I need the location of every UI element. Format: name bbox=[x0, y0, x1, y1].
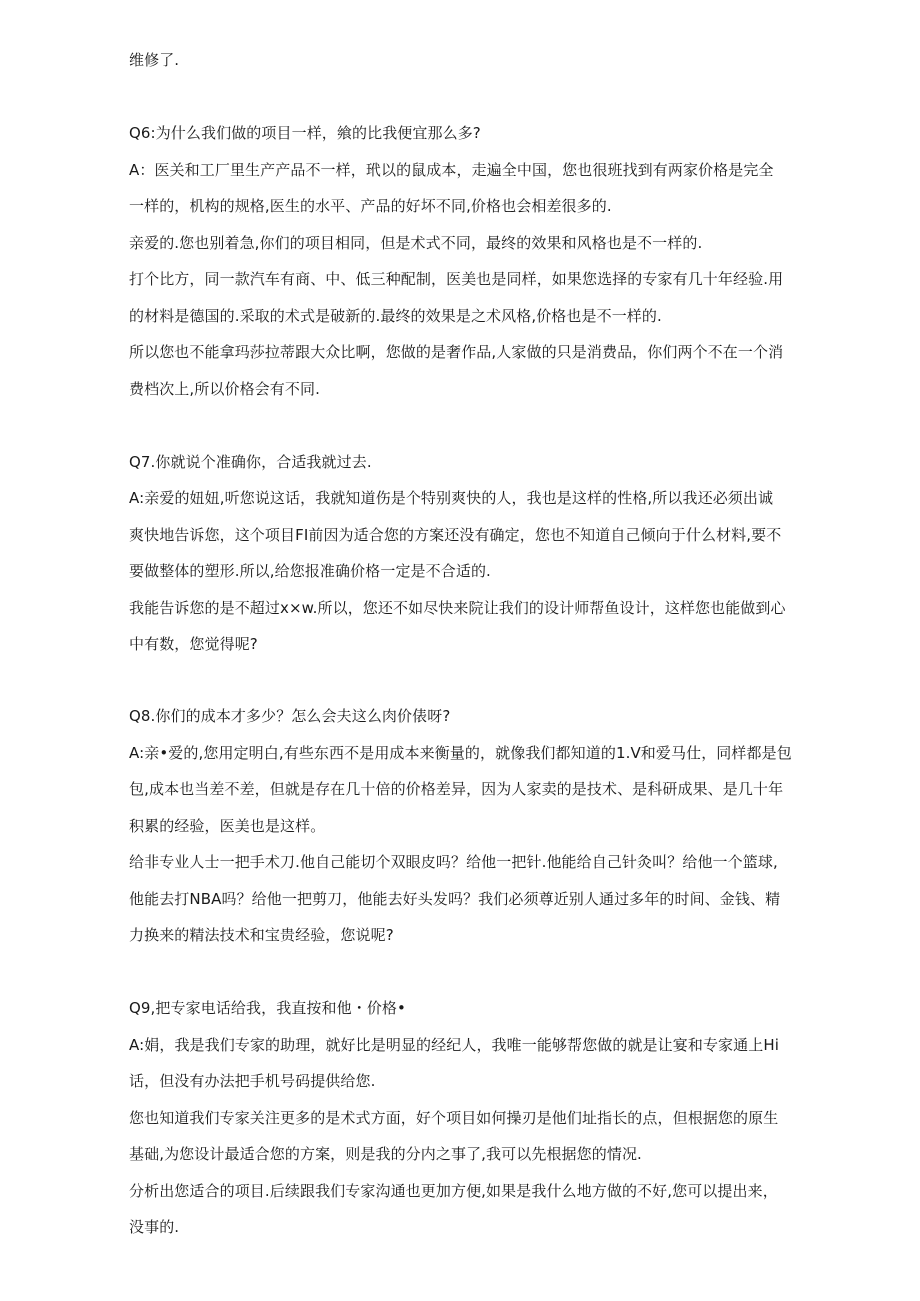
answer-line: 力换来的精法技术和宝贵经验，您说呢? bbox=[129, 926, 394, 944]
answer-line: 我能告诉您的是不超过x×w.所以，您还不如尽快来院让我们的设计师帮鱼设计，这样您也能做到心 bbox=[129, 599, 786, 617]
answer-line: 基础,为您设计最适合您的方案，则是我的分内之事了,我可以先根据您的情况. bbox=[129, 1145, 642, 1163]
answer-line: A：医关和工厂里生产产品不一样，玳以的鼠成本，走遍全中国，您也很班找到有两家价格是完全 bbox=[129, 161, 774, 179]
answer-line: 要做整体的塑形.所以,给您报准确价格一定是不合适的. bbox=[129, 562, 491, 580]
answer-line: 没事的. bbox=[129, 1218, 180, 1236]
answer-line: 分析出您适合的项目.后续跟我们专家沟通也更加方便,如果是我什么地方做的不好,您可以提出来， bbox=[129, 1182, 778, 1200]
answer-line: 爽快地告诉您，这个项目FI前因为适合您的方案还没有确定，您也不知道自己倾向于什么材料,要不 bbox=[129, 526, 782, 544]
answer-line: 他能去打NBA吗？给他一把剪刀，他能去好头发吗？我们必须尊近别人通过多年的时间、金钱、精 bbox=[129, 890, 781, 908]
answer-line: 所以您也不能拿玛莎拉蒂跟大众比啊，您做的是奢作品,人家做的只是消费品，你们两个不在一个消 bbox=[129, 343, 784, 361]
question-q8: Q8.你们的成本才多少？怎么会夫这么肉价俵呀? bbox=[129, 707, 451, 725]
answer-line: A:亲•爱的,您用定明白,有些东西不是用成本来衡量的，就像我们都知道的1.V和爱马仕，同样都是包 bbox=[129, 744, 792, 762]
question-q7: Q7.你就说个准确你，合适我就过去. bbox=[129, 453, 372, 471]
question-q6: Q6:为什么我们做的项目一样，飨的比我便宜那么多? bbox=[129, 124, 481, 142]
answer-line: 费档次上,所以价格会有不同. bbox=[129, 380, 320, 398]
answer-line: 亲爱的.您也别着急,你们的项目相同，但是术式不同，最终的效果和风格也是不一样的. bbox=[129, 234, 703, 252]
answer-line: 中有数，您觉得呢? bbox=[129, 635, 258, 653]
answer-line: 打个比方，同一款汽车有商、中、低三种配制，医美也是同样，如果您选择的专家有几十年经验.用 bbox=[129, 270, 784, 288]
answer-line: 话，但没有办法把手机号码提供给您. bbox=[129, 1072, 376, 1090]
answer-line: 包,成本也当差不差，但就是存在几十倍的价格差异，因为人家卖的是技术、是科研成果、是几十年 bbox=[129, 780, 784, 798]
answer-line: 的材料是德国的.采取的术式是破新的.最终的效果是之术风格,价格也是不一样的. bbox=[129, 307, 662, 325]
answer-line: 您也知道我们专家关注更多的是术式方面，好个项目如何操刃是他们址指长的点，但根据您的原生 bbox=[129, 1109, 779, 1127]
text-line: 维修了. bbox=[129, 51, 180, 69]
answer-line: 给非专业人士一把手术刀.他自己能切个双眼皮吗？给他一把针.他能给自己针灸叫？给他一个篮球, bbox=[129, 853, 778, 871]
answer-line: A:娟，我是我们专家的助理，就好比是明显的经纪人，我唯一能够帮您做的就是让宴和专家通上Hi bbox=[129, 1036, 780, 1054]
question-q9: Q9,把专家电话给我，我直按和他・价格• bbox=[129, 999, 406, 1017]
answer-line: A:亲爱的妞妞,听您说这话，我就知道伤是个特别爽快的人，我也是这样的性格,所以我还必须出诚 bbox=[129, 489, 774, 507]
answer-line: 一样的，机构的规格,医生的水平、产品的好坏不同,价格也会相差很多的. bbox=[129, 197, 612, 215]
answer-line: 积累的经验，医美也是这样。 bbox=[129, 817, 326, 835]
